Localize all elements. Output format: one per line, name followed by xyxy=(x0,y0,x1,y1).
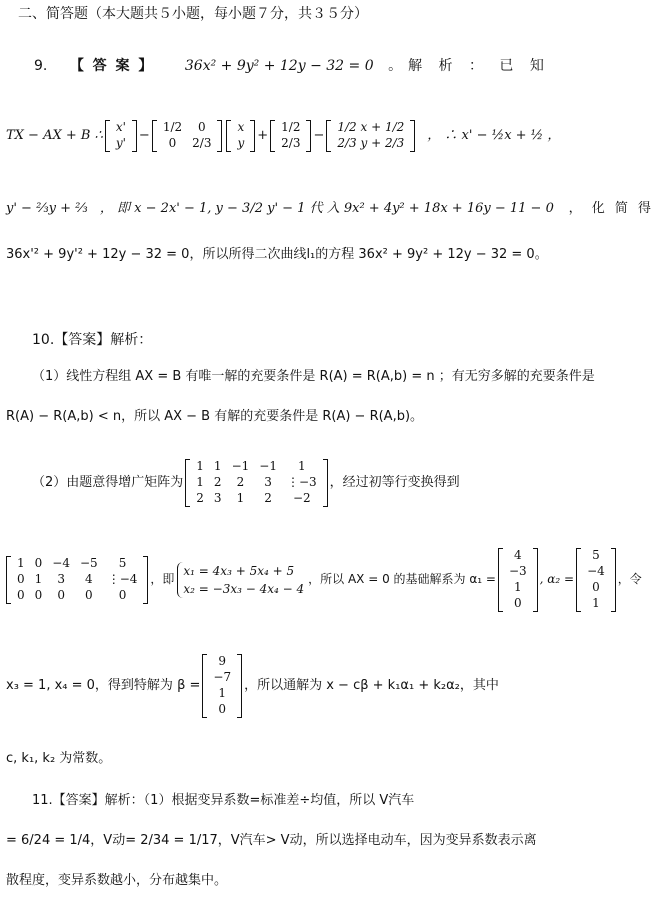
q10-basis-text: ，所以 AX = 0 的基础解系为 α₁ = xyxy=(308,572,496,587)
augmented-matrix: 1 1 −1 −1 1 1 2 2 3 ⋮−3 2 3 1 2 −2 xyxy=(185,459,327,506)
equation-system: x₁ = 4x₃ + 5x₄ + 5 x₂ = −3x₃ − 4x₄ − 4 xyxy=(177,562,304,598)
q10-para3 xyxy=(32,448,460,518)
reduced-matrix: 1 0 −4 −5 5 0 1 3 4 ⋮−4 0 0 0 0 0 xyxy=(6,556,148,603)
q10-para6: c, k₁, k₂ 为常数。 xyxy=(6,751,112,766)
q10-p3-text: （2）由题意得增广矩阵为 xyxy=(32,474,184,490)
q9-line4: 36x'² + 9y'² + 12y − 32 = 0，所以所得二次曲线l₁的方程 36x² + 9y² + 12y − 32 = 0。 xyxy=(6,247,548,262)
q9-lhs: TX − AX + B ∴ xyxy=(6,127,103,143)
q9-line1 xyxy=(34,58,550,74)
q9-answer-tag: 【 答 案 】 xyxy=(69,58,155,74)
q9-number: 9. xyxy=(34,58,48,74)
q9-jiexi: 。解 析 ： 已 知 xyxy=(388,58,550,74)
q9-l3b: ， 即 x − 2x' − 1, y − 3/2 y' − 1 代 入 9x² + 4y² + 18x + 16y − 11 − 0 xyxy=(99,201,554,216)
q10-ji: ，即 xyxy=(150,572,175,587)
q10-p3-tail: ，经过初等行变换得到 xyxy=(329,474,460,490)
q9-answer-equation: 36x² + 9y² + 12y − 32 = 0 xyxy=(184,58,374,74)
q10-p5a: x₃ = 1, x₄ = 0，得到特解为 β = xyxy=(6,677,201,693)
q10-para1: （1）线性方程组 AX = B 有唯一解的充要条件是 R(A) = R(A,b) = n ；有无穷多解的充要条件是 xyxy=(32,369,595,384)
q9-l3c: ， 化 简 得 xyxy=(568,201,654,216)
vector-alpha2: 5 −4 0 1 xyxy=(576,548,616,611)
vector-beta: 9 −7 1 0 xyxy=(202,654,242,717)
q9-matrix-equation: TX − AX + B ∴ x' y' − 1/2 0 0 2/3 x y + 1/2 2/3 − 1/2 x + 1/2 2/3 y + 2/3 ， ∴ x' − ½x + ½ ， xyxy=(6,120,561,150)
q10-p5b: ，所以通解为 x − cβ + k₁α₁ + k₂α₂，其中 xyxy=(244,677,499,693)
q11-line3: 散程度，变异系数越小，分布越集中。 xyxy=(6,873,228,888)
q10-header: 10.【答案】解析： xyxy=(32,332,153,348)
vector-alpha1: 4 −3 1 0 xyxy=(498,548,538,611)
vector-x-prime: x' y' xyxy=(105,120,137,152)
vector-xy: x y xyxy=(226,120,255,152)
q10-para5 xyxy=(6,638,499,734)
q9-rhs: ， ∴ x' − ½x + ½ ， xyxy=(427,127,561,143)
matrix-a: 1/2 0 0 2/3 xyxy=(152,120,223,152)
q9-line3 xyxy=(6,202,654,217)
q11-line1: 11.【答案】解析：（1）根据变异系数=标准差÷均值，所以 V汽车 xyxy=(32,793,415,808)
vector-result: 1/2 x + 1/2 2/3 y + 2/3 xyxy=(326,120,415,152)
q10-ling: ，令 xyxy=(617,572,642,587)
q9-l3a: y' − ⅔y + ⅔ xyxy=(6,201,88,216)
q10-para2: R(A) − R(A,b) < n，所以 AX − B 有解的充要条件是 R(A) − R(A,b)。 xyxy=(6,409,424,424)
section-title: 二、简答题（本大题共５小题，每小题７分，共３５分） xyxy=(18,6,368,22)
vector-b: 1/2 2/3 xyxy=(270,120,311,152)
alpha2-label: , α₂ = xyxy=(539,572,575,587)
q11-line2: = 6/24 = 1/4，V动= 2/34 = 1/17，V汽车> V动，所以选择电动车，因为变异系数表示离 xyxy=(6,833,537,848)
q10-para4 xyxy=(4,532,654,628)
